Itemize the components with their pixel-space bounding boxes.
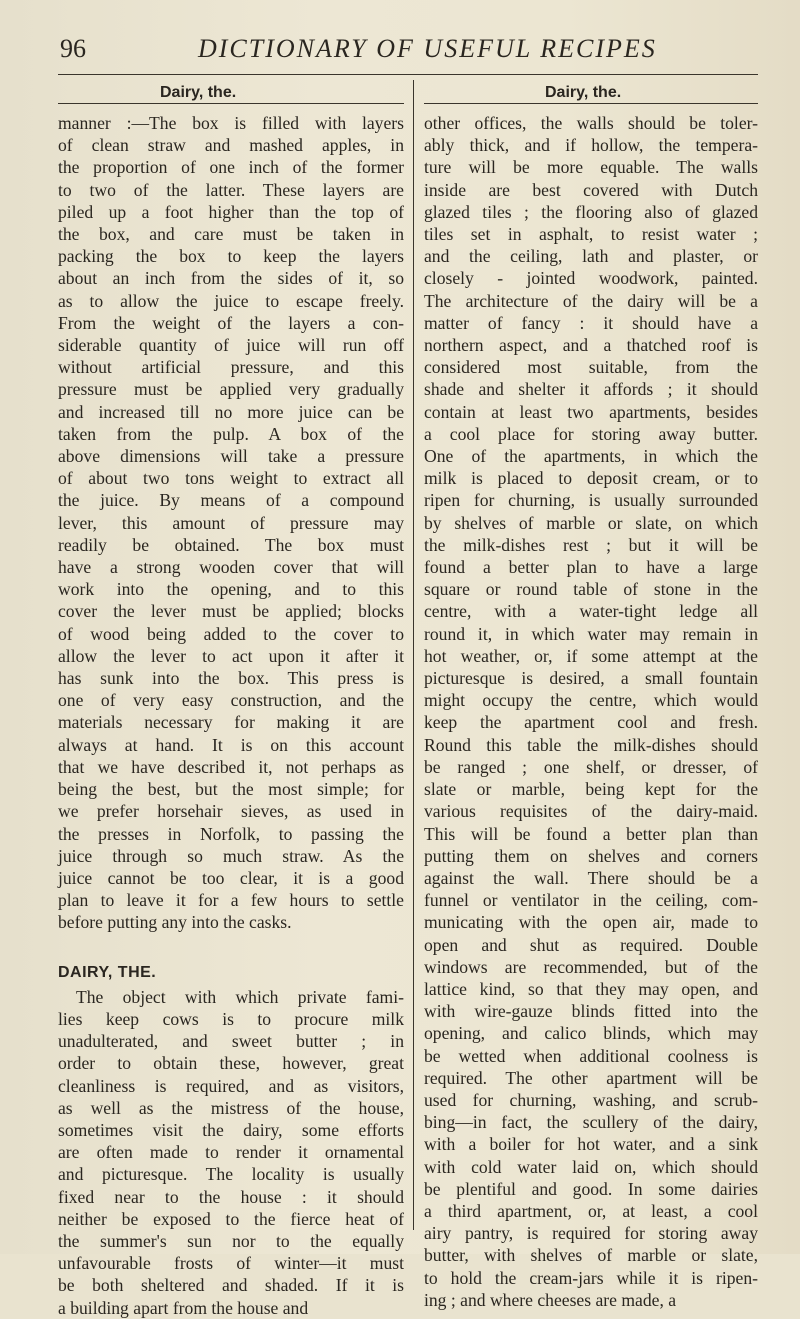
text-line: manner :—The box is filled with layers	[58, 113, 404, 133]
text-line: bing—in fact, the scullery of the dairy,	[424, 1112, 758, 1133]
text-line: piled up a foot higher than the top of	[58, 201, 404, 222]
text-line: various requisites of the dairy-maid.	[424, 801, 758, 822]
right-column-heading: Dairy, the.	[545, 84, 622, 101]
text-line: butter, with shelves of marble or slate,	[424, 1245, 758, 1266]
text-line: we prefer horsehair sieves, as used in	[58, 801, 404, 822]
paragraph-dairy-intro	[58, 986, 404, 1319]
text-line: of clean straw and mashed apples, in	[58, 135, 404, 156]
text-line: and the ceiling, lath and plaster, or	[424, 246, 758, 267]
text-line: opening, and calico blinds, which may	[424, 1023, 758, 1044]
text-line: ture will be more equable. The walls	[424, 157, 758, 178]
right-column	[424, 112, 758, 1311]
text-line: slate or marble, being kept for the	[424, 779, 758, 800]
text-line: plan to leave it for a few hours to settle	[58, 890, 404, 911]
text-line: as to allow the juice to escape freely.	[58, 290, 404, 311]
text-line: used for churning, washing, and scrub-	[424, 1089, 758, 1110]
text-line: municating with the open air, made to	[424, 912, 758, 933]
text-line: neither be exposed to the fierce heat of	[58, 1208, 404, 1229]
text-line: a building apart from the house and	[58, 1297, 309, 1318]
text-line: be both sheltered and shaded. If it is	[58, 1275, 404, 1296]
text-line: ripen for churning, is usually surrounded	[424, 490, 758, 511]
text-line: siderable quantity of juice will run off	[58, 335, 404, 356]
text-line: unadulterated, and sweet butter ; in	[58, 1031, 404, 1052]
text-line: hot weather, or, if some attempt at the	[424, 645, 758, 666]
text-line: Round this table the milk-dishes should	[424, 734, 758, 755]
text-line: inside are best covered with Dutch	[424, 179, 758, 200]
text-line: tiles set in asphalt, to resist water ;	[424, 224, 758, 245]
text-line: juice through so much straw. As the	[58, 845, 404, 866]
paragraph-dairy-continued	[424, 112, 758, 1311]
text-line: work into the opening, and to this	[58, 579, 404, 600]
text-line: pressure must be applied very gradually	[58, 379, 404, 400]
text-line: ing ; and where cheeses are made, a	[424, 1289, 677, 1310]
text-line: to hold the cream-jars while it is ripen-	[424, 1267, 758, 1288]
text-line: fixed near to the house : it should	[58, 1186, 404, 1207]
text-line: closely - jointed woodwork, painted.	[424, 268, 758, 289]
text-line: taken from the pulp. A box of the	[58, 423, 404, 444]
text-line: materials necessary for making it are	[58, 712, 404, 733]
text-line: the box, and care must be taken in	[58, 224, 404, 245]
text-line: about an inch from the sides of it, so	[58, 268, 404, 289]
text-line: open and shut as required. Double	[424, 934, 758, 955]
text-line: contain at least two apartments, besides	[424, 401, 758, 422]
text-line: might occupy the centre, which would	[424, 690, 758, 711]
text-line: being the best, but the most simple; for	[58, 779, 404, 800]
text-line: round it, in which water may remain in	[424, 623, 758, 644]
text-line: to two of the latter. These layers are	[58, 179, 404, 200]
text-line: be ranged ; one shelf, or dresser, of	[424, 756, 758, 777]
text-line: always at hand. It is on this account	[58, 734, 404, 755]
text-line: cleanliness is required, and as visitors,	[58, 1075, 404, 1096]
text-line: of about two tons weight to extract all	[58, 468, 404, 489]
text-line: funnel or ventilator in the ceiling, com-	[424, 890, 758, 911]
text-line: other offices, the walls should be toler-	[424, 113, 758, 133]
text-line: cover the lever must be applied; blocks	[58, 601, 404, 622]
text-line: and increased till no more juice can be	[58, 401, 404, 422]
text-line: glazed tiles ; the flooring also of glazed	[424, 201, 758, 222]
text-line: the juice. By means of a compound	[58, 490, 404, 511]
column-divider	[413, 80, 414, 1230]
right-heading-rule	[424, 103, 758, 104]
text-line: keep the apartment cool and fresh.	[424, 712, 758, 733]
text-line: northern aspect, and a thatched roof is	[424, 335, 758, 356]
text-line: juice cannot be too clear, it is a good	[58, 867, 404, 888]
text-line: allow the lever to act upon it after it	[58, 645, 404, 666]
paragraph-apple-press	[58, 112, 404, 934]
text-line: From the weight of the layers a con-	[58, 312, 404, 333]
text-line: with wire-gauze blinds fitted into the	[424, 1001, 758, 1022]
text-line: airy pantry, is required for storing away	[424, 1223, 758, 1244]
text-line: as well as the mistress of the house,	[58, 1097, 404, 1118]
text-line: above dimensions will take a pressure	[58, 446, 404, 467]
text-line: a cool place for storing away butter.	[424, 423, 758, 444]
text-line: against the wall. There should be a	[424, 867, 758, 888]
text-line: packing the box to keep the layers	[58, 246, 404, 267]
text-line: one of very easy construction, and the	[58, 690, 404, 711]
text-line: order to obtain these, however, great	[58, 1053, 404, 1074]
text-line: a third apartment, or, at least, a cool	[424, 1200, 758, 1221]
text-line: with a boiler for hot water, and a sink	[424, 1134, 758, 1155]
text-line: without artificial pressure, and this	[58, 357, 404, 378]
text-line: shade and shelter it affords ; it should	[424, 379, 758, 400]
text-line: that we have described it, not perhaps as	[58, 756, 404, 777]
text-line: the milk-dishes rest ; but it will be	[424, 534, 758, 555]
text-line: have a strong wooden cover that will	[58, 557, 404, 578]
text-line: lattice kind, so that they may open, and	[424, 978, 758, 999]
text-line: of wood being added to the cover to	[58, 623, 404, 644]
text-line: matter of fancy : it should have a	[424, 312, 758, 333]
running-title: DICTIONARY OF USEFUL RECIPES	[198, 34, 657, 63]
text-line: be plentiful and good. In some dairies	[424, 1178, 758, 1199]
text-line: lies keep cows is to procure milk	[58, 1008, 404, 1029]
section-heading-dairy: DAIRY, THE.	[58, 963, 157, 981]
text-line: One of the apartments, in which the	[424, 446, 758, 467]
text-line: and picturesque. The locality is usually	[58, 1164, 404, 1185]
text-line: the summer's sun nor to the equally	[58, 1230, 404, 1251]
text-line: the presses in Norfolk, to passing the	[58, 823, 404, 844]
text-line: The object with which private fami-	[76, 986, 404, 1007]
text-line: be wetted when additional coolness is	[424, 1045, 758, 1066]
text-line: required. The other apartment will be	[424, 1067, 758, 1088]
text-line: by shelves of marble or slate, on which	[424, 512, 758, 533]
text-line: before putting any into the casks.	[58, 912, 292, 933]
text-line: This will be found a better plan than	[424, 823, 758, 844]
left-column-heading: Dairy, the.	[160, 84, 237, 101]
text-line: square or round table of stone in the	[424, 579, 758, 600]
text-line: has sunk into the box. This press is	[58, 668, 404, 689]
page-number: 96	[60, 34, 86, 63]
text-line: readily be obtained. The box must	[58, 534, 404, 555]
header-rule	[58, 74, 758, 75]
text-line: centre, with a water-tight ledge all	[424, 601, 758, 622]
text-line: considered most suitable, from the	[424, 357, 758, 378]
text-line: The architecture of the dairy will be a	[424, 290, 758, 311]
text-line: are often made to render it ornamental	[58, 1142, 404, 1163]
left-heading-rule	[58, 103, 404, 104]
text-line: the proportion of one inch of the former	[58, 157, 404, 178]
text-line: milk is placed to deposit cream, or to	[424, 468, 758, 489]
left-column	[58, 112, 404, 1319]
text-line: ably thick, and if hollow, the tempera-	[424, 135, 758, 156]
text-line: lever, this amount of pressure may	[58, 512, 404, 533]
text-line: sometimes visit the dairy, some efforts	[58, 1119, 404, 1140]
text-line: found a better plan to have a large	[424, 557, 758, 578]
text-line: picturesque is desired, a small fountain	[424, 668, 758, 689]
text-line: with cold water laid on, which should	[424, 1156, 758, 1177]
text-line: windows are recommended, but of the	[424, 956, 758, 977]
text-line: putting them on shelves and corners	[424, 845, 758, 866]
text-line: unfavourable frosts of winter—it must	[58, 1253, 404, 1274]
